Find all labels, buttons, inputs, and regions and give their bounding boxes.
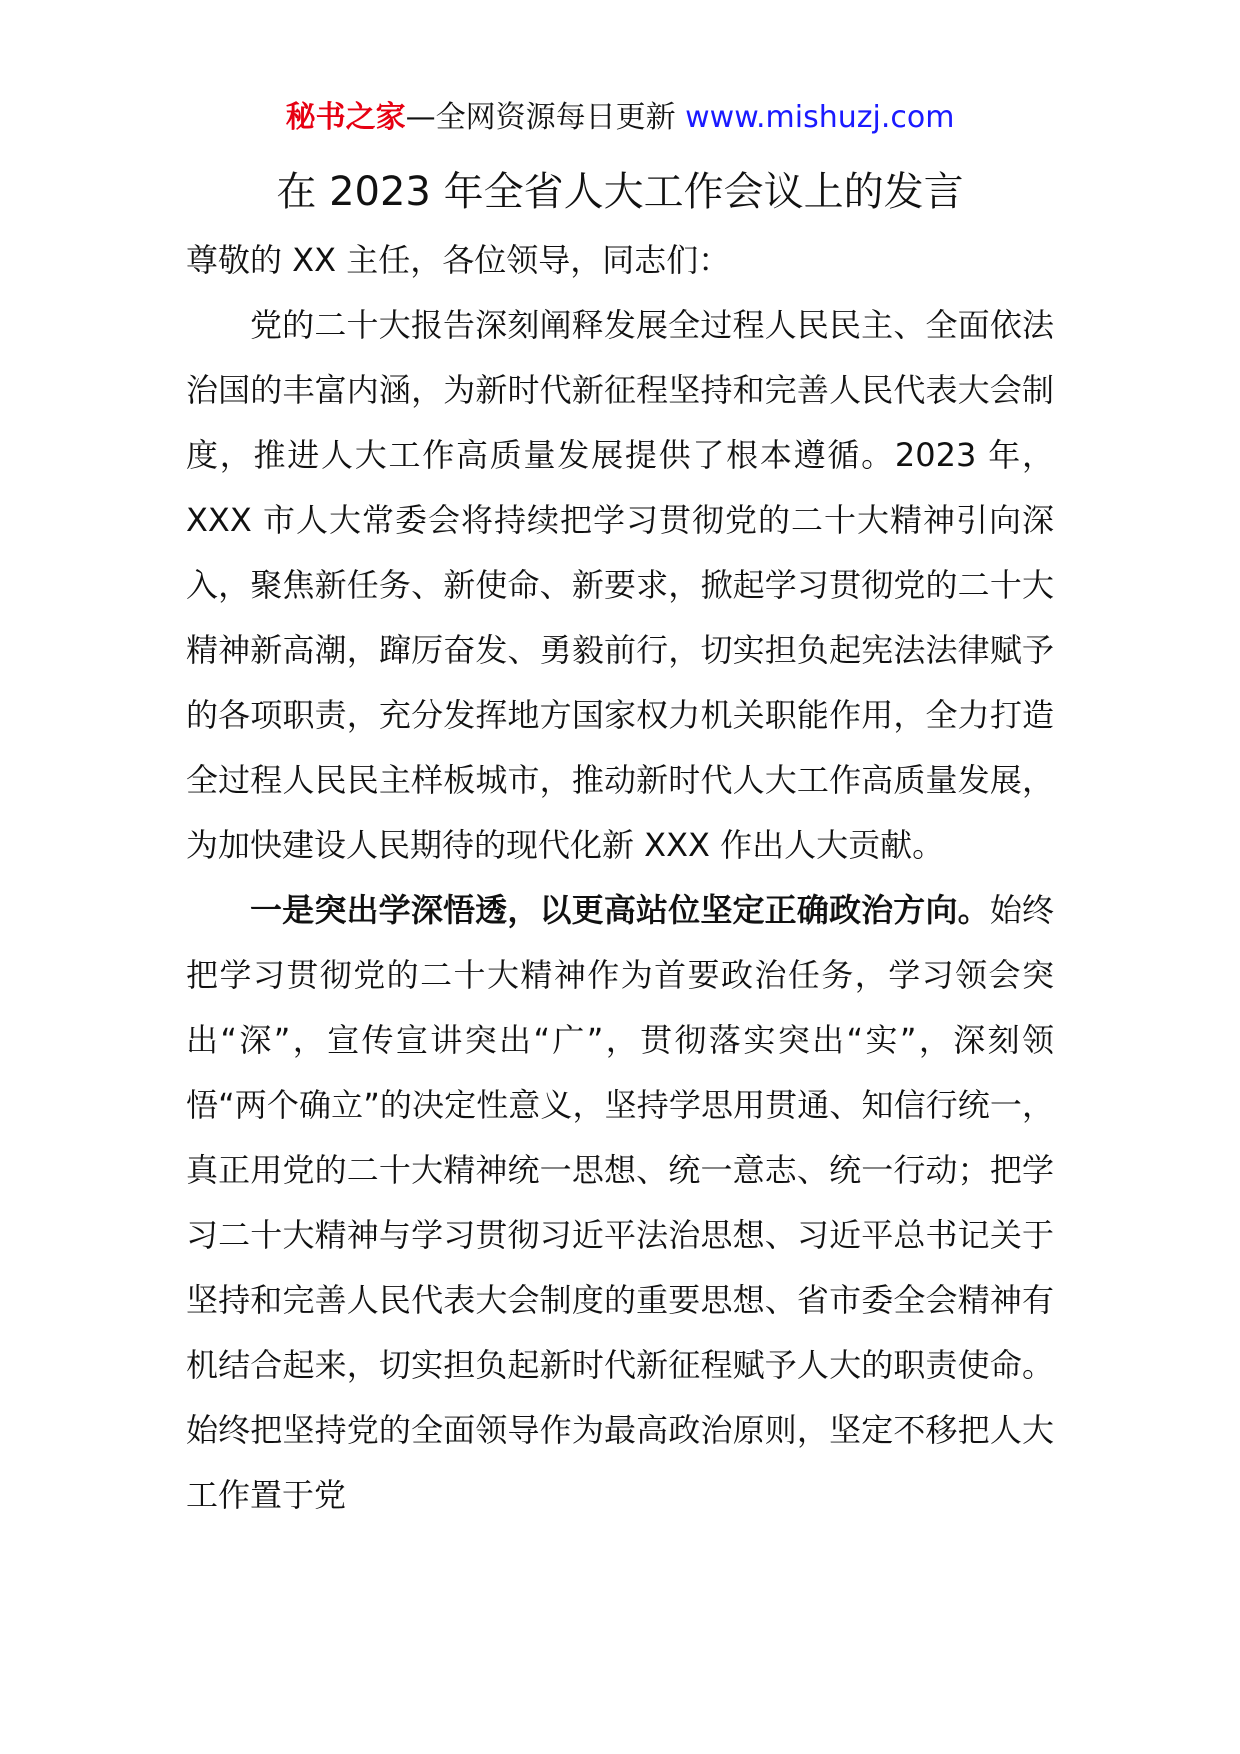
document-body (186, 228, 1054, 1528)
brand-tagline: —全网资源每日更新 (405, 100, 686, 135)
brand-name: 秘书之家 (285, 100, 406, 135)
site-header (0, 98, 1240, 138)
site-url-link[interactable]: www.mishuzj.com (685, 100, 955, 135)
salutation: 尊敬的 XX 主任，各位领导，同志们： (186, 241, 731, 279)
paragraph-point-one-body: 始终把学习贯彻党的二十大精神作为首要政治任务，学习领会突出“深”，宣传宣讲突出“广”，贯彻落实突出“实”，深刻领悟“两个确立”的决定性意义，坚持学思用贯通、知信行统一，真正用党的二十大精神统一思想、统一意志、统一行动；把学习二十大精神与学习贯彻习近平法治思想、习近平总书记关于坚持和完善人民代表大会制度的重要思想、省市委全会精神有机结合起来，切实担负起新时代新征程赋予人大的职责使命。始终把坚持党的全面领导作为最高政治原则，坚定不移把人大工作置于党 (186, 891, 1054, 1514)
paragraph-point-one (186, 878, 1054, 1528)
paragraph-intro: 党的二十大报告深刻阐释发展全过程人民民主、全面依法治国的丰富内涵，为新时代新征程坚持和完善人民代表大会制度，推进人大工作高质量发展提供了根本遵循。2023 年，XXX 市人大常委会将持续把学习贯彻党的二十大精神引向深入，聚焦新任务、新使命、新要求，掀起学习贯彻党的二十大精神新高潮，蹿厉奋发、勇毅前行，切实担负起宪法法律赋予的各项职责，充分发挥地方国家权力机关职能作用，全力打造全过程人民民主样板城市，推动新时代人大工作高质量发展，为加快建设人民期待的现代化新 XXX 作出人大贡献。 (186, 306, 1054, 864)
document-title: 在 2023 年全省人大工作会议上的发言 (276, 169, 964, 215)
paragraph-point-one-heading: 一是突出学深悟透，以更高站位坚定正确政治方向。 (250, 891, 990, 929)
